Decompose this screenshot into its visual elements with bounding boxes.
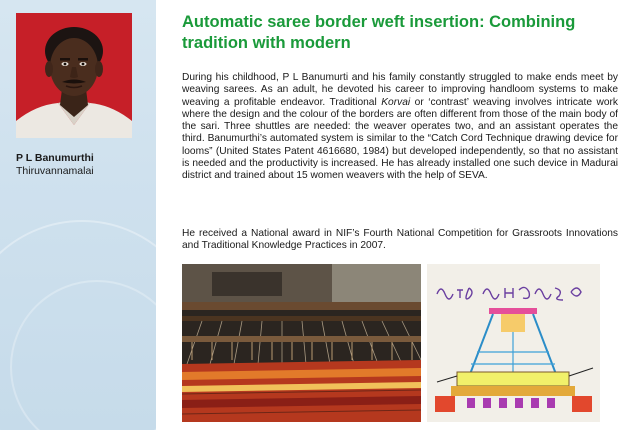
article <box>182 0 618 252</box>
paragraph-1-text-a: During his childhood, P L Banumurti and his family constantly struggled to make ends meet by weaving sarees. As an adult, he devoted his career to improving handloom systems to make weaving a profitable endeavor. Traditional <box>182 72 618 108</box>
loom-drawing <box>427 264 600 422</box>
profile-sidebar <box>0 0 156 430</box>
paragraph-1-italic-term: Korvai <box>381 96 411 108</box>
person-location: Thiruvannamalai <box>16 165 94 177</box>
handloom-photo <box>182 264 421 422</box>
article-title: Automatic saree border weft insertion: Combining tradition with modern <box>182 13 576 52</box>
person-name: P L Banumurthi <box>16 152 94 164</box>
paragraph-1-text-b: or ‘contrast’ weaving involves intricate work where the design and the colour of the borders are often different from those of the main body of the sari. Three shuttles are needed: the weaver operates two, and an assistant operates the third. Banumurthi’s automated system is similar to the “Catch Cord Technique drawing device for looms” (United States Patent 4616680, 1984) but developed independently, so that no assistant is needed and the productivity is increased. He has already installed one such device in Madurai district and trained about 15 women weavers with the help of SEVA. <box>182 96 618 182</box>
article-paragraph-2: He received a National award in NIF’s Fourth National Competition for Grassroots Innovations and Traditional Knowledge Practices in 2007. <box>182 228 618 252</box>
article-paragraph-1 <box>182 72 618 183</box>
portrait-photo <box>16 13 132 138</box>
